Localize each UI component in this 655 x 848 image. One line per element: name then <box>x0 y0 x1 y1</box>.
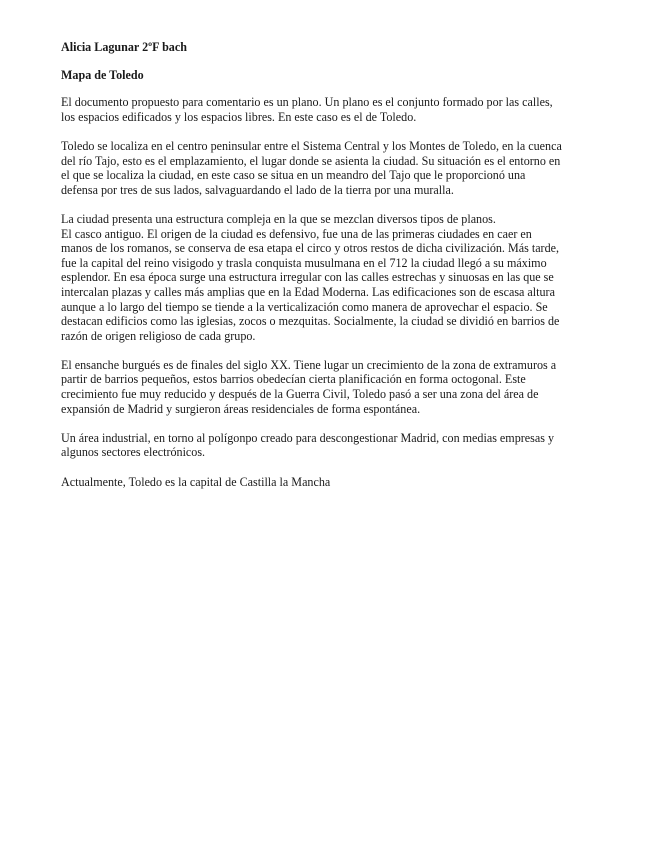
text-line: El documento propuesto para comentario es un plano. Un plano es el conjunto formado por las calles, <box>61 95 553 110</box>
paragraph-intro <box>61 95 596 124</box>
text-line: manos de los romanos, se conserva de esa etapa el circo y otros restos de dicha civilización. Más tarde, <box>61 241 560 256</box>
text-line: el que se localiza la ciudad, en este caso se situa en un meandro del Tajo que le proporcionó una <box>61 168 526 183</box>
text-line: esplendor. En esa época surge una estructura irregular con las calles estrechas y sinuosas en las que se <box>61 270 554 285</box>
text-line: Toledo se localiza en el centro peninsular entre el Sistema Central y los Montes de Toledo, en la cuenca <box>61 138 562 153</box>
text-line: fue la capital del reino visigodo y trasla conquista musulmana en el 712 la ciudad llegó a su máximo <box>61 255 547 270</box>
text-line: Un área industrial, en torno al polígonpo creado para descongestionar Madrid, con medias empresas y <box>61 430 554 445</box>
text-line: Actualmente, Toledo es la capital de Castilla la Mancha <box>61 474 331 489</box>
paragraph-conclusion <box>61 475 596 490</box>
text-line: aunque a lo largo del tiempo se tiende a la verticalización como manera de aprovechar el espacio. Se <box>61 299 548 314</box>
text-line: La ciudad presenta una estructura compleja en la que se mezclan diversos tipos de planos. <box>61 211 496 226</box>
text-line: expansión de Madrid y surgieron áreas residenciales de forma espontánea. <box>61 401 421 416</box>
text-line: destacan edificios como las iglesias, zocos o mezquitas. Socialmente, la ciudad se dividió en barrios de <box>61 314 560 329</box>
text-line: defensa por tres de sus lados, salvaguardando el lado de la tierra por una muralla. <box>61 182 454 197</box>
text-line: del río Tajo, esto es el emplazamiento, el lugar donde se asienta la ciudad. Su situación es el entorno en <box>61 153 561 168</box>
text-line: razón de origen religioso de cada grupo. <box>61 328 256 343</box>
paragraph-location <box>61 139 596 197</box>
paragraph-old-town <box>61 212 596 343</box>
text-line: El ensanche burgués es de finales del siglo XX. Tiene lugar un crecimiento de la zona de extramuros a <box>61 357 557 372</box>
text-line: intercalan plazas y calles más amplias que en la Edad Moderna. Las edificaciones son de escasa altura <box>61 284 555 299</box>
document-title: Mapa de Toledo <box>61 67 144 82</box>
text-line: crecimiento fue muy reducido y después de la Guerra Civil, Toledo pasó a ser una zona del área de <box>61 387 539 402</box>
paragraph-industrial <box>61 431 596 460</box>
text-line: los espacios edificados y los espacios libres. En este caso es el de Toledo. <box>61 109 417 124</box>
author-line: Alicia Lagunar 2ºF bach <box>61 40 187 54</box>
text-line: El casco antiguo. El origen de la ciudad es defensivo, fue una de las primeras ciudades en caer en <box>61 226 532 241</box>
document-page <box>61 40 596 504</box>
paragraph-ensanche <box>61 358 596 416</box>
text-line: algunos sectores electrónicos. <box>61 445 206 460</box>
text-line: partir de barrios pequeños, estos barrios obedecían cierta planificación en forma octogonal. Este <box>61 372 526 387</box>
